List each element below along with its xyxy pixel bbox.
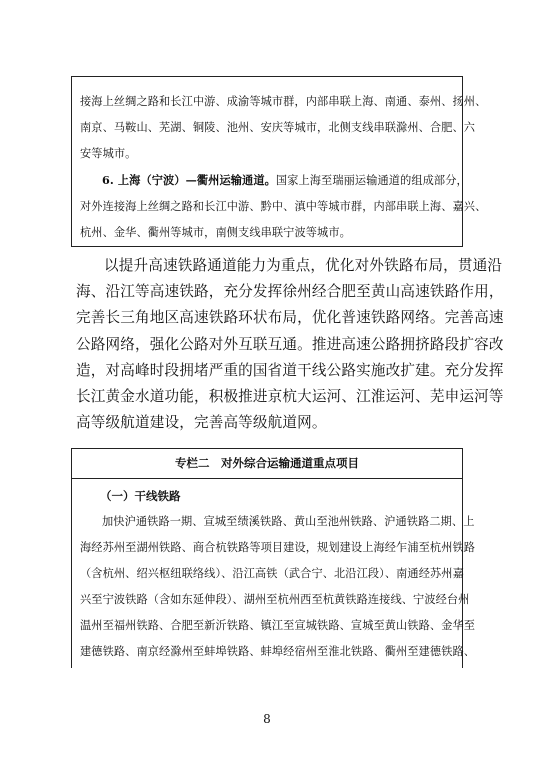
paragraph-line: 高等级航道建设，完善高等级航道网。: [76, 414, 327, 432]
paragraph-line: 公路网络，强化公路对外互联互通。推进高速公路拥挤路段扩容改: [76, 335, 504, 353]
box-line: 加快沪通铁路一期、宣城至绩溪铁路、黄山至池州铁路、沪通铁路二期、上: [102, 515, 475, 528]
corridor-item-6-title: 6. 上海（宁波）—衢州运输通道。: [102, 173, 276, 187]
box-line: 温州至福州铁路、合肥至新沂铁路、镇江至宣城铁路、宣城至黄山铁路、金华至: [80, 619, 476, 632]
text-box-corridors: [71, 76, 487, 247]
box-line: 对外连接海上丝绸之路和长江中游、黔中、滇中等城市群，内部串联上海、嘉兴、: [80, 200, 487, 213]
box-line: 杭州、金华、衢州等城市，南侧支线串联宁波等城市。: [80, 226, 351, 239]
corridor-item-6: [80, 167, 468, 194]
special-column-title: 专栏二 对外综合运输通道重点项目: [72, 449, 462, 479]
box-line: 南京、马鞍山、芜湖、铜陵、池州、安庆等城市，北侧支线串联滁州、合肥、六: [80, 121, 476, 134]
paragraph-line: 长江黄金水道功能，积极推进京杭大运河、江淮运河、芜申运河等: [76, 388, 504, 406]
paragraph-line: 海、沿江等高速铁路，充分发挥徐州经合肥至黄山高速铁路作用，: [76, 283, 504, 301]
paragraph-line: 造，对高峰时段拥堵严重的国省道干线公路实施改扩建。充分发挥: [76, 361, 504, 379]
page-number: 8: [263, 712, 271, 726]
box-line: 安等城市。: [80, 147, 137, 160]
paragraph-line: 以提升高速铁路通道能力为重点，优化对外铁路布局，贯通沿: [104, 257, 503, 274]
section-heading-trunk-railway: （一）干线铁路: [100, 489, 181, 503]
special-column-body: [72, 479, 476, 665]
box-line: 海经苏州至湖州铁路、商合杭铁路等项目建设，规划建设上海经乍浦至杭州铁路: [80, 541, 476, 554]
corridor-item-6-text: 国家上海至瑞丽运输通道的组成部分，: [275, 174, 468, 187]
box-line: 建德铁路、南京经滁州至蚌埠铁路、蚌埠经宿州至淮北铁路、衢州至建德铁路、: [80, 645, 476, 658]
body-paragraph: [76, 253, 504, 436]
special-column-box: [71, 448, 476, 668]
box-line: 兴至宁波铁路（含如东延伸段）、湖州至杭州西至杭黄铁路连接线、宁波经台州: [80, 593, 470, 606]
paragraph-line: 完善长三角地区高速铁路环状布局，优化普速铁路网络。完善高速: [76, 309, 504, 327]
box-line: 接海上丝绸之路和长江中游、成渝等城市群，内部串联上海、南通、泰州、扬州、: [80, 95, 487, 108]
box-line: （含杭州、绍兴枢纽联络线）、沿江高铁（武合宁、北沿江段）、南通经苏州嘉: [80, 567, 464, 580]
